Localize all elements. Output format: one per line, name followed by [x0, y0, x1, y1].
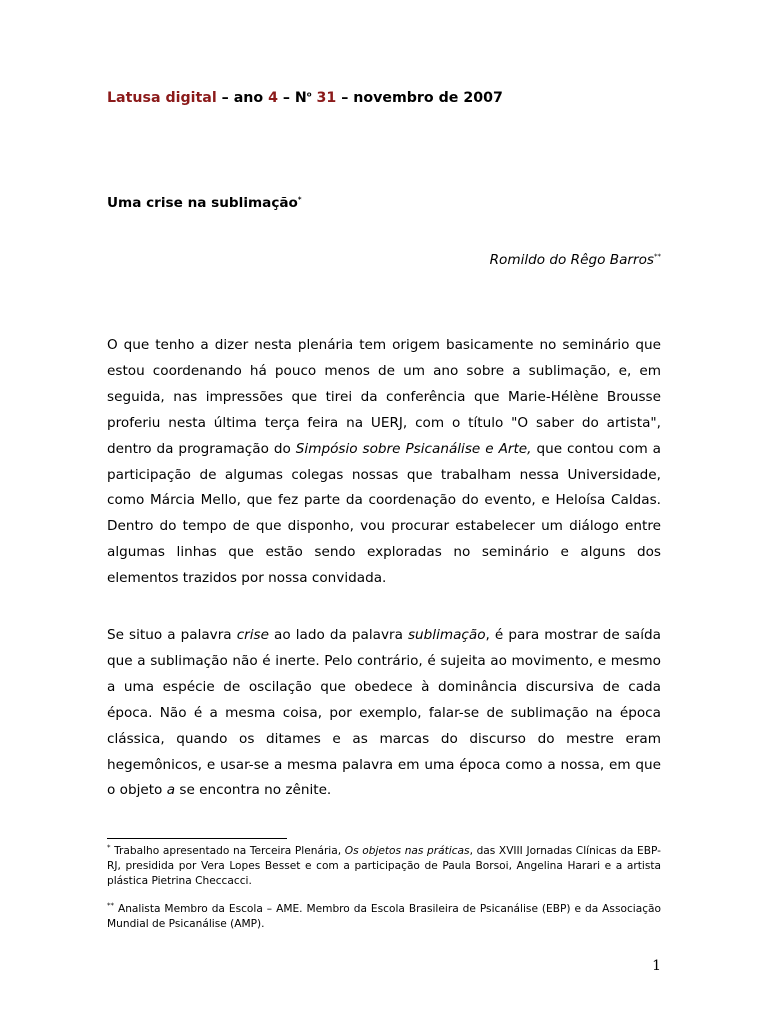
header-ano: 4 [268, 90, 278, 106]
paragraph-2-text-c: , é para mostrar de saída que a sublimação não é inerte. Pelo contrário, é sujeita ao movimento, e mesmo a uma espécie de oscilação que obedece à dominância discursiva de cada época. Não é a mesma coisa, por exemplo, falar-se de sublimação na época clássica, quando os ditames e as marcas do discurso do mestre eram hegemônicos, e usar-se a mesma palavra em uma época como a nossa, em que o objeto [107, 627, 662, 799]
journal-name: Latusa digital [107, 90, 217, 106]
header-sep-ano: – ano [216, 90, 269, 106]
paragraph-2-emphasis-a: a [166, 782, 176, 799]
footnote-2-mark: ** [107, 901, 114, 910]
paragraph-1-emphasis: Simpósio sobre Psicanálise e Arte, [295, 440, 532, 457]
paragraph-2-text-a: Se situo a palavra [107, 627, 237, 643]
author-footnote-mark[interactable]: ** [654, 252, 661, 261]
footnote-1-mark: * [107, 843, 111, 852]
title-footnote-mark[interactable]: * [297, 195, 302, 204]
paragraph-1 [107, 333, 661, 592]
paragraph-2-emphasis-crise: crise [236, 627, 269, 643]
footnote-divider [107, 838, 287, 839]
paragraph-2-text-d: se encontra no zênite. [175, 782, 332, 799]
document-page [107, 0, 661, 1024]
paragraph-2-emphasis-sublimacao: sublimação [407, 627, 486, 643]
paragraph-2 [107, 623, 661, 804]
header-number: 31 [311, 90, 337, 106]
author-name: Romildo do Rêgo Barros [489, 252, 654, 268]
footnote-1-emphasis: Os objetos nas práticas [344, 845, 470, 857]
article-title-text: Uma crise na sublimação [107, 195, 298, 211]
article-author [490, 252, 661, 268]
article-title [107, 195, 302, 211]
journal-header [107, 90, 503, 106]
footnote-1-text-a: Trabalho apresentado na Terceira Plenária, [110, 845, 345, 857]
paragraph-1-text-b: que contou com a participação de algumas colegas nossas que trabalham nessa Universidade, como Márcia Mello, que fez parte da coordenação do evento, e Heloísa Caldas. Dentro do tempo de que disponho, vou procurar estabelecer um diálogo entre algumas linhas que estão sendo exploradas no seminário e alguns dos elementos trazidos por nossa convidada. [107, 440, 661, 587]
footnote-1-text-b: , das XVIII Jornadas Clínicas da EBP-RJ, presidida por Vera Lopes Besset e com a participação de Paula Borsoi, Angelina Harari e a artista plástica Pietrina Checcacci. [107, 845, 661, 888]
footnote-1 [107, 844, 661, 890]
page-number: 1 [652, 958, 661, 974]
footnote-2 [107, 902, 661, 932]
header-sep-num: – N [277, 90, 307, 106]
header-num-ordinal: o [306, 90, 312, 99]
footnote-2-text: Analista Membro da Escola – AME. Membro da Escola Brasileira de Psicanálise (EBP) e da Associação Mundial de Psicanálise (AMP). [107, 903, 661, 931]
paragraph-1-text-a: O que tenho a dizer nesta plenária tem origem basicamente no seminário que estou coordenando há pouco menos de um ano sobre a sublimação, e, em seguida, nas impressões que tirei da conferência que Marie-Hélène Brousse proferiu nesta última terça feira na UERJ, com o título "O saber do artista", dentro da programação do [107, 337, 661, 457]
paragraph-2-text-b: ao lado da palavra [269, 627, 408, 643]
header-date: – novembro de 2007 [336, 90, 503, 106]
